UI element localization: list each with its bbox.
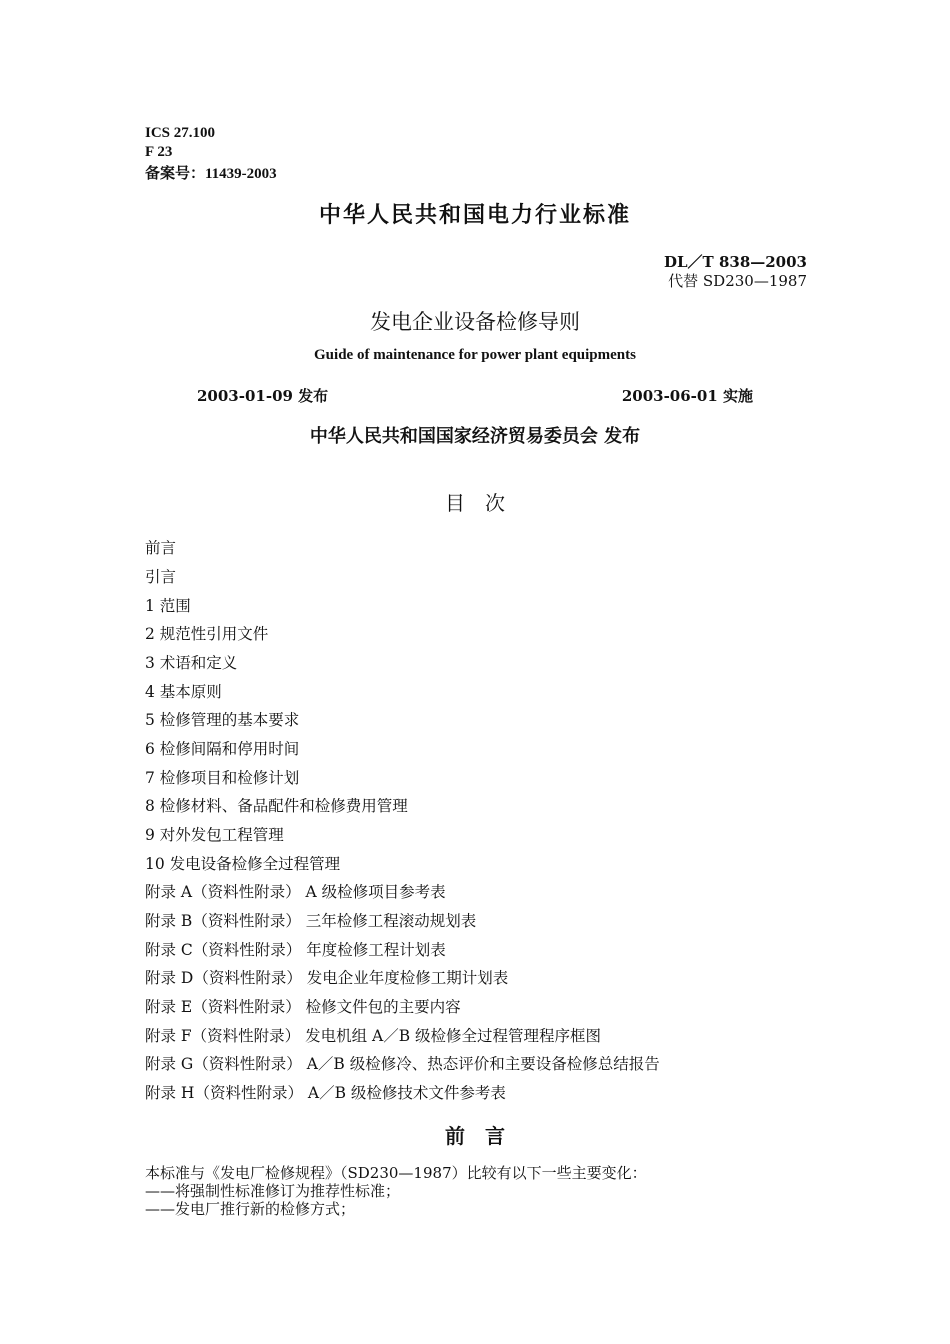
toc-item: 5 检修管理的基本要求 xyxy=(145,711,300,729)
foreword-line: 本标准与《发电厂检修规程》（SD230—1987）比较有以下一些主要变化： xyxy=(145,1164,647,1182)
issuer: 中华人民共和国国家经济贸易委员会 发布 xyxy=(309,426,641,447)
toc-item: 1 范围 xyxy=(145,597,191,615)
toc-item: 9 对外发包工程管理 xyxy=(145,826,284,844)
filing-number: 备案号：11439-2003 xyxy=(145,166,277,182)
toc-item: 附录 B（资料性附录） 三年检修工程滚动规划表 xyxy=(145,912,477,930)
standard-number: DL／T 838—2003 xyxy=(664,253,807,271)
foreword-heading: 前 言 xyxy=(445,1124,505,1148)
toc-item: 3 术语和定义 xyxy=(145,654,238,672)
toc-heading: 目 次 xyxy=(445,491,505,515)
toc-item: 前言 xyxy=(145,539,177,557)
toc-item: 10 发电设备检修全过程管理 xyxy=(145,855,341,873)
classification-code: F 23 xyxy=(145,144,173,160)
toc-item: 附录 D（资料性附录） 发电企业年度检修工期计划表 xyxy=(145,969,509,987)
toc-item: 4 基本原则 xyxy=(145,683,222,701)
toc-item: 8 检修材料、备品配件和检修费用管理 xyxy=(145,797,408,815)
document-title-en: Guide of maintenance for power plant equipments xyxy=(314,347,636,363)
toc-item: 附录 G（资料性附录） A／B 级检修冷、热态评价和主要设备检修总结报告 xyxy=(145,1055,660,1073)
toc-item: 附录 F（资料性附录） 发电机组 A／B 级检修全过程管理程序框图 xyxy=(145,1027,602,1045)
issue-date: 2003-01-09 发布 xyxy=(197,387,329,405)
implementation-date: 2003-06-01 实施 xyxy=(621,387,753,405)
toc-item: 引言 xyxy=(145,568,177,586)
toc-item: 附录 E（资料性附录） 检修文件包的主要内容 xyxy=(145,998,461,1016)
toc-item: 6 检修间隔和停用时间 xyxy=(145,740,300,758)
toc-item: 2 规范性引用文件 xyxy=(145,625,269,643)
replaces-note: 代替 SD230—1987 xyxy=(668,272,807,290)
document-title-cn: 发电企业设备检修导则 xyxy=(370,310,580,334)
toc-item: 附录 H（资料性附录） A／B 级检修技术文件参考表 xyxy=(145,1084,506,1102)
standard-category: 中华人民共和国电力行业标准 xyxy=(318,202,631,228)
toc-item: 附录 C（资料性附录） 年度检修工程计划表 xyxy=(145,941,446,959)
ics-code: ICS 27.100 xyxy=(145,125,216,141)
foreword-line: ——发电厂推行新的检修方式； xyxy=(145,1200,356,1218)
toc-item: 7 检修项目和检修计划 xyxy=(145,769,300,787)
foreword-line: ——将强制性标准修订为推荐性标准； xyxy=(145,1182,401,1200)
toc-item: 附录 A（资料性附录） A 级检修项目参考表 xyxy=(145,883,446,901)
